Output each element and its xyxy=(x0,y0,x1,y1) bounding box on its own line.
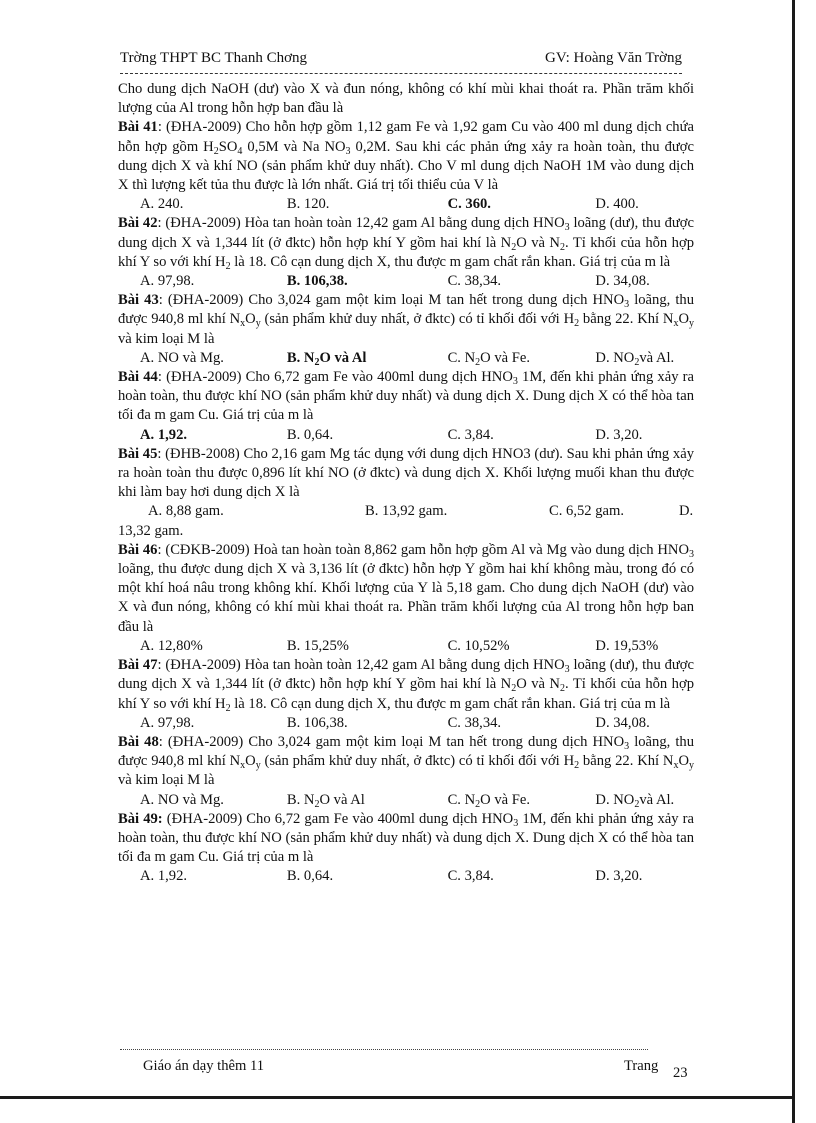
school-name: Trờng THPT BC Thanh Chơng xyxy=(120,50,308,66)
option-a: A. 97,98. xyxy=(140,714,195,731)
answer-options xyxy=(118,502,694,521)
problem-label: Bài 47 xyxy=(118,657,158,674)
option-b: B. 106,38. xyxy=(286,714,348,731)
problem-label: Bài 49: xyxy=(118,810,163,827)
problem-label: Bài 46 xyxy=(118,541,158,558)
problem-43: Bài 43: (ĐHA-2009) Cho 3,024 gam một kim loại M tan hết trong dung dịch $HNO_3$ loãng, thu được 940,8 ml khí $N_xO_y$ (sản phẩm khử duy nhất, ở đktc) có tỉ khối đối với $H_2$ bằng 22. Khí $N_xO_y$ và kim loại M là xyxy=(118,292,694,347)
option-b: B. 106,38. xyxy=(286,273,348,290)
header-divider xyxy=(120,73,682,74)
option-c: C. 38,34. xyxy=(447,273,502,290)
option-d: D. 3,20. xyxy=(595,868,643,885)
option-b: B. 0,64. xyxy=(286,868,334,885)
page-label: Trang xyxy=(624,1058,659,1074)
option-c: C. 360. xyxy=(447,196,491,213)
answer-options xyxy=(118,791,694,810)
option-a: A. 240. xyxy=(140,196,184,213)
answer-options xyxy=(118,195,694,214)
option-c: C. 10,52% xyxy=(447,637,510,654)
option-c: C. 6,52 gam. xyxy=(549,503,624,520)
option-a: A. 1,92. xyxy=(140,868,188,885)
option-d: D. 34,08. xyxy=(595,714,650,731)
option-d-value: 13,32 gam. xyxy=(118,522,184,539)
option-b: B. 15,25% xyxy=(286,637,349,654)
option-d: D. $NO_2và$ Al. xyxy=(595,791,675,810)
problem-label: Bài 41 xyxy=(118,119,158,136)
answer-options xyxy=(118,349,694,368)
teacher-name: GV: Hoàng Văn Trờng xyxy=(545,50,682,66)
problem-label: Bài 43 xyxy=(118,292,159,309)
option-b: B. $N_2O$ và Al xyxy=(286,349,367,368)
option-a: A. 8,88 gam. xyxy=(148,503,224,520)
problem-44: Bài 44: (ĐHA-2009) Cho 6,72 gam Fe vào 400ml dung dịch $HNO_3$ 1M, đến khi phản ứng xảy ra hoàn toàn, thu được khí NO (sản phẩm khử duy nhất) và dung dịch X. Dung dịch X có thể hòa tan tối đa m gam Cu. Giá trị của m là xyxy=(118,369,695,424)
problem-45: Bài 45: (ĐHB-2008) Cho 2,16 gam Mg tác dụng với dung dịch HNO3 (dư). Sau khi phản ứng xảy ra hoàn toàn thu được 0,896 lít khí NO (ở đktc) và dung dịch X. Khối lượng muối khan thu được khi làm bay hơi dung dịch X là xyxy=(118,445,695,501)
problem-label: Bài 45 xyxy=(118,445,158,462)
footer-divider xyxy=(120,1049,648,1050)
option-d: D. $NO_2và$ Al. xyxy=(595,349,675,368)
problem-42: Bài 42: (ĐHA-2009) Hòa tan hoàn toàn 12,42 gam Al bằng dung dịch $HNO_3$ loãng (dư), thu được dung dịch X và 1,344 lít (ở đktc) hỗn hợp khí Y gồm hai khí là $N_2O$ và $N_2$. Tỉ khối của hỗn hợp khí Y so với khí $H_2$ là 18. Cô cạn dung dịch X, thu được m gam chất rắn khan. Giá trị của m là xyxy=(118,215,694,272)
option-c: C. $N_2O$ và Fe. xyxy=(447,791,530,810)
problem-label: Bài 48 xyxy=(118,733,159,750)
option-c: C. $N_2O$ và Fe. xyxy=(447,349,530,368)
option-b: B. 0,64. xyxy=(286,426,334,443)
option-d: D. 3,20. xyxy=(595,426,643,443)
option-a: A. 12,80% xyxy=(140,637,203,654)
answer-options xyxy=(118,637,694,656)
page-border-right xyxy=(792,0,795,1123)
option-a: A. 1,92. xyxy=(140,426,188,443)
course-title: Giáo án dạy thêm 11 xyxy=(143,1058,265,1074)
problem-46: Bài 46: (CĐKB-2009) Hoà tan hoàn toàn 8,862 gam hỗn hợp gồm Al và Mg vào dung dịch $HNO_3$ loãng, thu được dung dịch X và 3,136 lít (ở đktc) hỗn hợp Y gồm hai khí không màu, trong đó có một khí hoá nâu trong không khí. Khối lượng của Y là 5,18 gam. Cho dung dịch NaOH (dư) vào X và đun nóng, không có khí mùi khai thoát ra. Phần trăm khối lượng của Al trong hỗn hợp ban đầu là xyxy=(118,541,694,635)
option-c: C. 38,34. xyxy=(447,714,502,731)
answer-options xyxy=(118,714,694,733)
option-d: D. xyxy=(679,503,694,520)
problem-49: Bài 49: (ĐHA-2009) Cho 6,72 gam Fe vào 400ml dung dịch $HNO_3$ 1M, đến khi phản ứng xảy ra hoàn toàn, thu được khí NO (sản phẩm khử duy nhất) và dung dịch X. Dung dịch X có thể hòa tan tối đa m gam Cu. Giá trị của m là xyxy=(118,810,694,866)
option-b: B. 120. xyxy=(286,196,330,213)
problem-47: Bài 47: (ĐHA-2009) Hòa tan hoàn toàn 12,42 gam Al bằng dung dịch $HNO_3$ loãng (dư), thu được dung dịch X và 1,344 lít (ở đktc) hỗn hợp khí Y gồm hai khí là $N_2O$ và $N_2$. Tỉ khối của hỗn hợp khí Y so với khí $H_2$ là 18. Cô cạn dung dịch X, thu được m gam chất rắn khan. Giá trị của m là xyxy=(118,657,694,714)
problem-48: Bài 48: (ĐHA-2009) Cho 3,024 gam một kim loại M tan hết trong dung dịch $HNO_3$ loãng, thu được 940,8 ml khí $N_xO_y$ (sản phẩm khử duy nhất, ở đktc) có tỉ khối đối với $H_2$ bằng 22. Khí $N_xO_y$ và kim loại M là xyxy=(118,733,694,789)
option-c: C. 3,84. xyxy=(447,868,494,885)
page-border-bottom xyxy=(0,1096,795,1099)
page-header xyxy=(120,50,682,70)
answer-options xyxy=(118,867,694,886)
page-number: 23 xyxy=(673,1065,688,1081)
option-d: D. 19,53% xyxy=(595,637,659,654)
answer-options xyxy=(118,272,694,291)
worksheet-body xyxy=(118,80,694,887)
option-a: A. 97,98. xyxy=(140,273,195,290)
option-d: D. 34,08. xyxy=(595,273,650,290)
answer-options xyxy=(118,426,694,445)
option-c: C. 3,84. xyxy=(447,426,494,443)
problem-41: Bài 41: (ĐHA-2009) Cho hỗn hợp gồm 1,12 gam Fe và 1,92 gam Cu vào 400 ml dung dịch chứa hỗn hợp gồm $H_2SO_4$ 0,5M và Na $NO_3$ 0,2M. Sau khi các phản ứng xảy ra hoàn toàn, thu được dung dịch X và khí NO (sản phẩm khử duy nhất). Cho V ml dung dịch NaOH 1M vào dung dịch X thì lượng kết tủa thu được là lớn nhất. Giá trị tối thiểu của V là xyxy=(118,119,694,194)
intro-paragraph: Cho dung dịch NaOH (dư) vào X và đun nóng, không có khí mùi khai thoát ra. Phần trăm khối lượng của Al trong hỗn hợp ban đầu là xyxy=(118,81,694,117)
option-b: B. 13,92 gam. xyxy=(365,503,448,520)
option-b: B. $N_2O$ và Al xyxy=(286,791,365,810)
option-d: D. 400. xyxy=(595,196,639,213)
option-a: A. NO và Mg. xyxy=(140,791,224,808)
problem-label: Bài 42 xyxy=(118,215,158,232)
problem-label: Bài 44 xyxy=(118,369,158,386)
option-a: A. NO và Mg. xyxy=(140,349,224,366)
